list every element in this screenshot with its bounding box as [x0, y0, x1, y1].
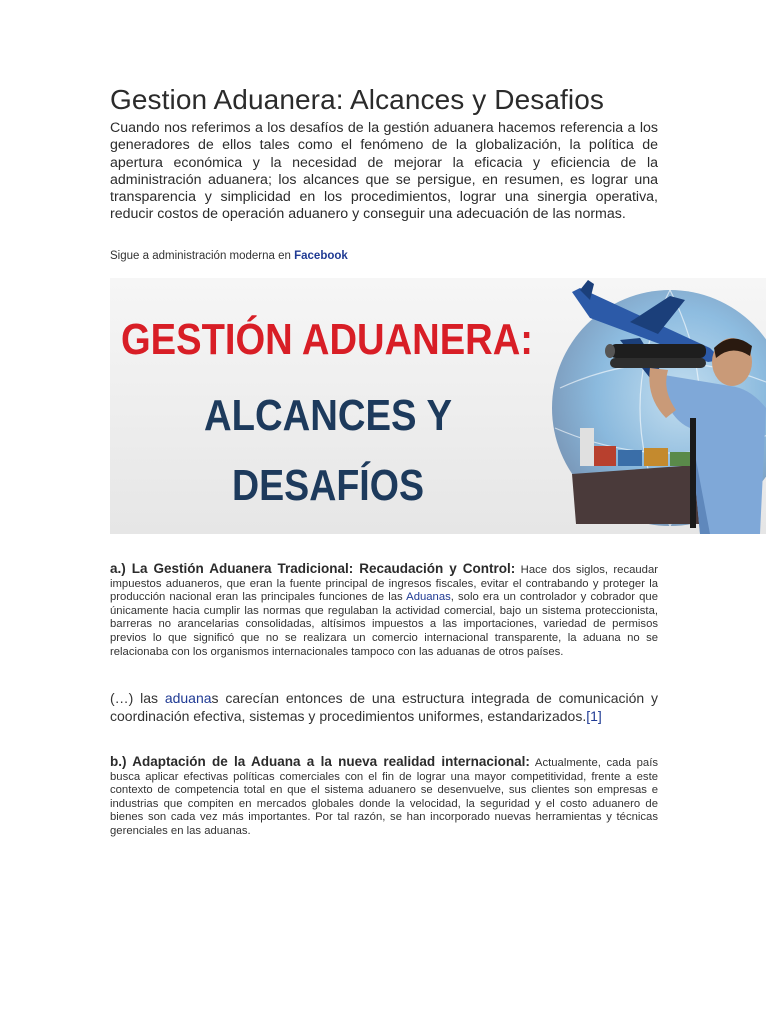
quote-paragraph — [110, 690, 658, 725]
aduana-link[interactable]: aduana — [164, 690, 212, 706]
facebook-link[interactable]: Facebook — [294, 250, 348, 262]
intro-paragraph: Cuando nos referimos a los desafíos de la gestión aduanera hacemos referencia a los generadores de ellos tales como el fenómeno de la globalización, la política de apertura económica y la necesidad de mejorar la eficacia y eficiencia de la administración aduanera; los alcances que se persigue, en resumen, es lograr una transparencia y simplicidad en los procedimientos, lograr una sinergia operativa, reducir costos de operación aduanero y conseguir una adecuación de las normas. — [110, 120, 658, 223]
banner-image — [110, 278, 766, 534]
quote-before: (…) las — [110, 690, 165, 706]
section-a — [110, 562, 658, 659]
follow-line — [110, 250, 348, 262]
banner-graphic — [110, 278, 766, 534]
section-b-body: Actualmente, cada país busca aplicar efectivas políticas comerciales con el fin de lograr una mayor competitividad, frente a este contexto de competencia total en que el sistema aduanero se desenvuelve, sus clientes son empresas e industrias que compiten en mercados globales donde la velocidad, la seguridad y el costo aduanero de bienes son cada vez más importantes. Por tal razón, se han incorporado nuevas herramientas y técnicas gerenciales en las aduanas. — [110, 757, 659, 837]
aduanas-link[interactable]: Aduanas — [406, 591, 451, 604]
quote-after: s carecían entonces de una estructura integrada de comunicación y coordinación efectiva, sistemas y procedimientos uniformes, estandarizados. — [110, 690, 658, 724]
section-a-heading: a.) La Gestión Aduanera Tradicional: Recaudación y Control: — [110, 561, 516, 576]
banner-line-2: ALCANCES Y — [204, 391, 452, 440]
banner-line-3: DESAFÍOS — [232, 461, 457, 510]
section-b — [110, 755, 658, 839]
section-b-heading: b.) Adaptación de la Aduana a la nueva realidad internacional: — [110, 754, 530, 769]
banner-line-1: GESTIÓN ADUANERA: — [121, 315, 597, 364]
footnote-ref-link[interactable]: [1] — [586, 707, 602, 724]
section-a-body-rest: , solo era un controlador y cobrador que únicamente hacia cumplir las normas que regulaban la actividad comercial, bajo un sistema proteccionista, barreras no arancelarias consolidadas, altísimos impuestos a las importaciones, variedad de permisos previos lo que significó que no se realizara un comercio internacional transparente, la aduana no se relacionaba con los organismos internacionales tampoco con las aduanas de otros países. — [110, 591, 658, 658]
page-title: Gestion Aduanera: Alcances y Desafios — [110, 84, 604, 115]
follow-text: Sigue a administración moderna en — [110, 250, 295, 262]
section-a-body: Hace dos siglos, recaudar impuestos aduaneros, que eran la fuente principal de ingresos fiscales, evitar el contrabando y proteger la producción nacional eran las principales funciones de las — [110, 564, 659, 604]
